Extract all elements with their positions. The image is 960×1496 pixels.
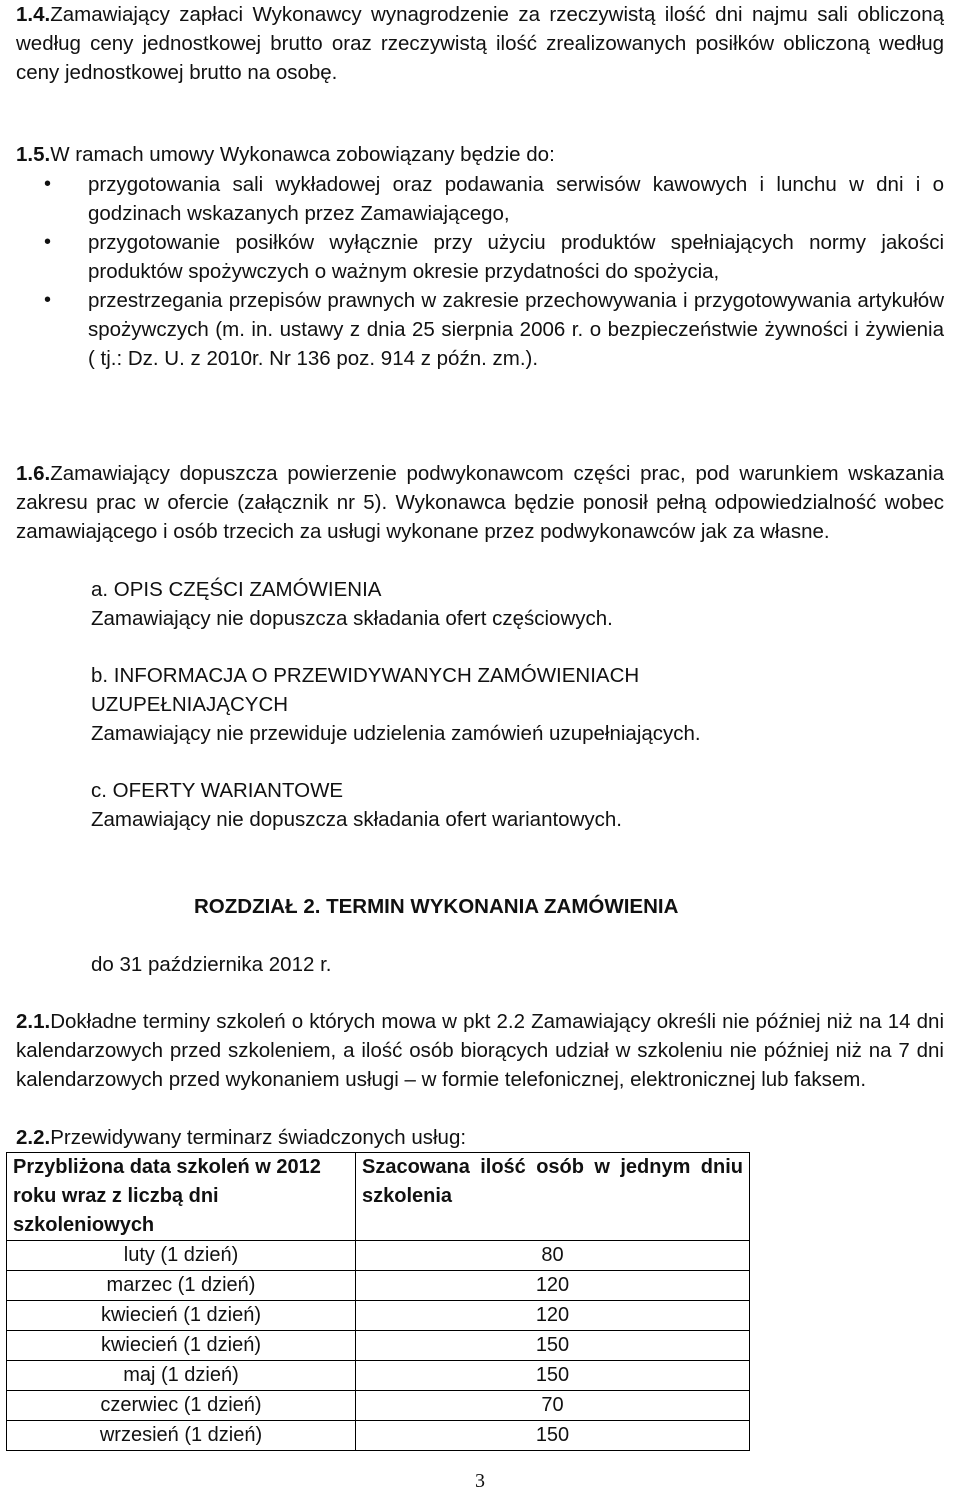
date-cell: maj (1 dzień)	[7, 1361, 356, 1391]
table-header-row	[7, 1153, 750, 1241]
table-row	[7, 1391, 750, 1421]
date-cell: czerwiec (1 dzień)	[7, 1391, 356, 1421]
table-row	[7, 1301, 750, 1331]
page-number: 3	[475, 1470, 485, 1492]
date-cell: wrzesień (1 dzień)	[7, 1421, 356, 1451]
section-text: W ramach umowy Wykonawca zobowiązany będzie do:	[50, 143, 555, 166]
count-cell: 150	[356, 1331, 750, 1361]
section-number: 1.6.	[16, 462, 51, 485]
section-number: 1.5.	[16, 143, 51, 166]
deadline-text: do 31 października 2012 r.	[91, 953, 332, 976]
schedule-table	[6, 1152, 750, 1451]
list-item: • przygotowania sali wykładowej oraz podawania serwisów kawowych i lunchu w dni i o godzinach wskazanych przez Zamawiającego,	[88, 170, 944, 228]
table-row	[7, 1241, 750, 1271]
table-row	[7, 1421, 750, 1451]
list-item: • przygotowanie posiłków wyłącznie przy użyciu produktów spełniających normy jakości produktów spożywczych o ważnym okresie przydatności do spożycia,	[88, 228, 944, 286]
subsection-heading: a. OPIS CZĘŚCI ZAMÓWIENIA	[91, 578, 382, 601]
subsection-heading: c. OFERTY WARIANTOWE	[91, 779, 344, 802]
section-text: Zamawiający dopuszcza powierzenie podwykonawcom części prac, pod warunkiem wskazania zakresu prac w ofercie (załącznik nr 5). Wykonawca będzie ponosił pełną odpowiedzialność wobec zamawiającego i osób trzecich za usługi wykonane przez podwykonawców jak za własne.	[16, 462, 944, 544]
subsection-c	[91, 776, 944, 834]
subsection-a	[91, 575, 944, 633]
duties-list	[88, 170, 944, 373]
section-1-4	[16, 0, 944, 88]
date-cell: luty (1 dzień)	[7, 1241, 356, 1271]
table-row	[7, 1361, 750, 1391]
section-2-2	[16, 1123, 944, 1152]
subsection-b	[91, 661, 944, 748]
section-number: 2.1.	[16, 1010, 51, 1033]
count-cell: 120	[356, 1271, 750, 1301]
date-cell: kwiecień (1 dzień)	[7, 1301, 356, 1331]
count-cell: 120	[356, 1301, 750, 1331]
section-text: Zamawiający zapłaci Wykonawcy wynagrodzenie za rzeczywistą ilość dni najmu sali obliczoną według ceny jednostkowej brutto oraz rzeczywistą ilość zrealizowanych posiłków obliczoną według ceny jednostkowej brutto na osobę.	[16, 3, 944, 85]
list-item: • przestrzegania przepisów prawnych w zakresie przechowywania i przygotowywania artykułów spożywczych (m. in. ustawy z dnia 25 sierpnia 2006 r. o bezpieczeństwie żywności i żywienia ( tj.: Dz. U. z 2010r. Nr 136 poz. 914 z późn. zm.).	[88, 286, 944, 373]
table-row	[7, 1271, 750, 1301]
section-1-5-intro	[16, 140, 944, 169]
count-cell: 150	[356, 1421, 750, 1451]
count-cell: 70	[356, 1391, 750, 1421]
table-row	[7, 1331, 750, 1361]
subsection-heading: b. INFORMACJA O PRZEWIDYWANYCH ZAMÓWIENIACH UZUPEŁNIAJĄCYCH	[91, 664, 640, 716]
section-1-6	[16, 459, 944, 547]
section-text: Dokładne terminy szkoleń o których mowa w pkt 2.2 Zamawiający określi nie później niż na 14 dni kalendarzowych przed szkoleniem, a ilość osób biorących udział w szkoleniu nie później niż na 7 dni kalendarzowych przed wykonaniem usługi – w formie telefonicznej, elektronicznej lub faksem.	[16, 1010, 944, 1092]
section-number: 2.2.	[16, 1126, 51, 1149]
chapter-title: ROZDZIAŁ 2. TERMIN WYKONANIA ZAMÓWIENIA	[194, 895, 679, 918]
date-cell: marzec (1 dzień)	[7, 1271, 356, 1301]
date-cell: kwiecień (1 dzień)	[7, 1331, 356, 1361]
section-number: 1.4.	[16, 3, 51, 26]
subsection-text: Zamawiający nie przewiduje udzielenia zamówień uzupełniających.	[91, 722, 701, 745]
section-2-1	[16, 1007, 944, 1095]
section-text: Przewidywany terminarz świadczonych usług:	[50, 1126, 467, 1149]
column-header-count: Szacowana ilość osób w jednym dniu szkolenia	[356, 1153, 750, 1241]
count-cell: 150	[356, 1361, 750, 1391]
column-header-date: Przybliżona data szkoleń w 2012 roku wraz z liczbą dni szkoleniowych	[7, 1153, 356, 1241]
subsection-text: Zamawiający nie dopuszcza składania ofert wariantowych.	[91, 808, 622, 831]
subsection-text: Zamawiający nie dopuszcza składania ofert częściowych.	[91, 607, 613, 630]
count-cell: 80	[356, 1241, 750, 1271]
